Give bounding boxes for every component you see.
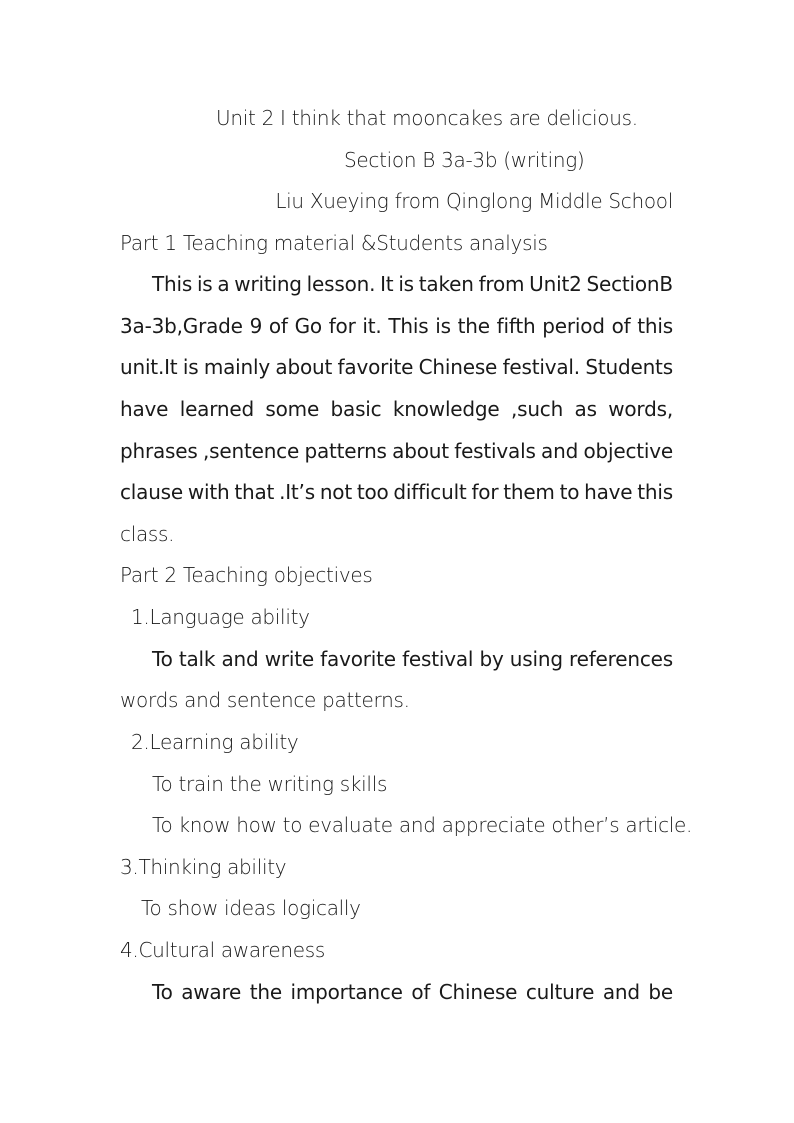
word: and (602, 980, 640, 1004)
word: write (264, 647, 314, 671)
author-line: Liu Xueying from Qinglong Middle School (275, 189, 673, 213)
word: lesson. (306, 272, 376, 296)
word: have (584, 480, 633, 504)
word: SectionB (586, 272, 673, 296)
word: festival (402, 647, 474, 671)
word: not (319, 480, 352, 504)
word: by (479, 647, 504, 671)
word: Chinese (418, 355, 498, 379)
part2-heading: Part 2 Teaching objectives (120, 563, 373, 587)
word: from (478, 272, 525, 296)
word: This (388, 314, 429, 338)
word: is (398, 272, 414, 296)
word: knowledge (392, 397, 500, 421)
word: festivals (454, 439, 536, 463)
objective-2-line-1: To train the writing skills (152, 772, 388, 796)
word: ,such (510, 397, 564, 421)
objective-3-title: 3.Thinking ability (120, 855, 287, 879)
word: of (268, 314, 288, 338)
word: Go (294, 314, 322, 338)
word: that (234, 480, 275, 504)
word: is (196, 272, 213, 296)
word: it. (362, 314, 382, 338)
word: importance (290, 980, 403, 1004)
objective-1-line-1 (152, 646, 673, 672)
word: writing (234, 272, 302, 296)
word: about (392, 439, 449, 463)
word: To (152, 980, 173, 1004)
word: To (152, 647, 173, 671)
word: difficult (393, 480, 467, 504)
word: Chinese (438, 980, 518, 1004)
word: unit.It (120, 355, 178, 379)
word: a (217, 272, 230, 296)
word: too (356, 480, 389, 504)
word: have (120, 397, 169, 421)
objective-4-line-1 (152, 979, 673, 1005)
objective-3-line-1: To show ideas logically (141, 896, 361, 920)
word: Unit2 (529, 272, 582, 296)
word: favorite (337, 355, 414, 379)
word: 3a-3b,Grade (120, 314, 243, 338)
word: this (637, 314, 673, 338)
word: fifth (496, 314, 536, 338)
word: be (648, 980, 673, 1004)
word: for (328, 314, 356, 338)
word: of (411, 980, 431, 1004)
objective-4-title: 4.Cultural awareness (120, 938, 325, 962)
document-title: Unit 2 I think that mooncakes are delicious. (216, 106, 638, 130)
word: festival. (502, 355, 580, 379)
section-subtitle: Section B 3a-3b (writing) (344, 148, 585, 172)
word: culture (525, 980, 595, 1004)
part1-paragraph-line-4 (120, 396, 673, 422)
objective-2-line-2: To know how to evaluate and appreciate other’s article. (152, 813, 693, 837)
part1-paragraph-last-line: class. (120, 522, 175, 546)
objective-1-line-2: words and sentence patterns. (120, 688, 410, 712)
word: them (503, 480, 555, 504)
word: with (187, 480, 230, 504)
word: It (380, 272, 394, 296)
word: phrases (120, 439, 198, 463)
word: This (152, 272, 193, 296)
word: favorite (320, 647, 396, 671)
objective-2-title: 2.Learning ability (131, 730, 299, 754)
word: talk (178, 647, 216, 671)
word: aware (181, 980, 242, 1004)
word: words, (608, 397, 673, 421)
word: is (182, 355, 199, 379)
word: ,sentence (202, 439, 300, 463)
word: clause (120, 480, 184, 504)
word: of (611, 314, 631, 338)
objective-1-title: 1.Language ability (131, 605, 310, 629)
word: for (471, 480, 499, 504)
word: and (221, 647, 259, 671)
word: some (265, 397, 320, 421)
word: taken (418, 272, 474, 296)
word: period (542, 314, 605, 338)
word: mainly (203, 355, 271, 379)
word: Students (585, 355, 673, 379)
word: learned (179, 397, 254, 421)
part1-paragraph-line-3 (120, 354, 673, 380)
part1-paragraph-line-1 (152, 271, 673, 297)
word: using (509, 647, 563, 671)
part1-paragraph-line-5 (120, 438, 673, 464)
word: objective (583, 439, 673, 463)
part1-paragraph-line-2 (120, 313, 673, 339)
word: patterns (304, 439, 387, 463)
word: this (637, 480, 673, 504)
word: the (457, 314, 490, 338)
word: basic (330, 397, 382, 421)
word: about (275, 355, 333, 379)
word: and (541, 439, 579, 463)
word: 9 (249, 314, 263, 338)
word: to (559, 480, 580, 504)
part1-heading: Part 1 Teaching material &Students analysis (120, 231, 548, 255)
word: is (435, 314, 451, 338)
word: the (249, 980, 282, 1004)
word: references (569, 647, 673, 671)
word: .It’s (279, 480, 315, 504)
part1-paragraph-line-6 (120, 479, 673, 505)
word: as (574, 397, 597, 421)
